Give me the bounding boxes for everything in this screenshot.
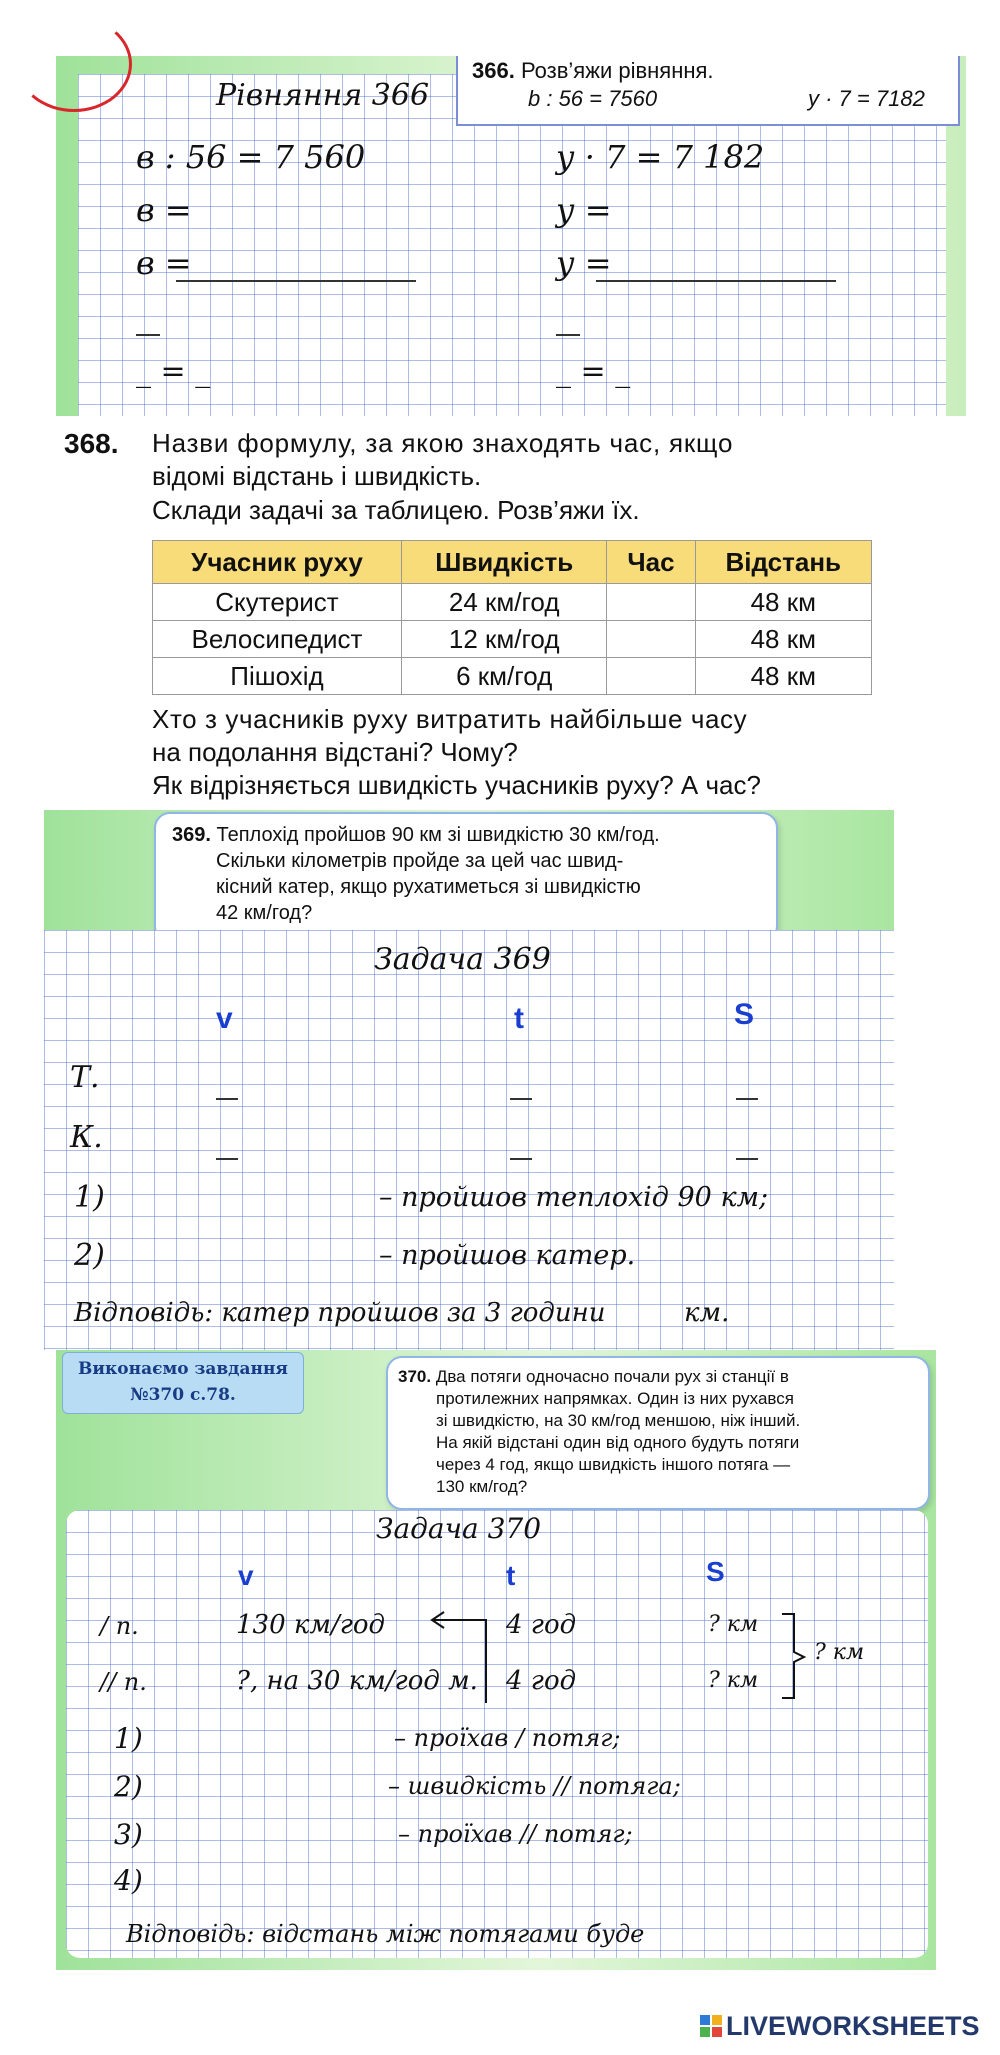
total-brace <box>780 1612 810 1702</box>
header-distance: Відстань <box>695 541 871 584</box>
row2-distance: ? км <box>708 1668 759 1693</box>
table-row <box>153 658 872 695</box>
logo-text: LIVEWORKSHEETS <box>726 2010 980 2041</box>
task-370-line6: 130 км/год? <box>436 1477 528 1496</box>
row2-label: // п. <box>100 1668 147 1696</box>
task-368-question1: Хто з учасників руху витратить найбільше часу <box>152 704 748 734</box>
row1-speed: 130 км/год <box>236 1610 386 1640</box>
step1-text: – пройшов теплохід 90 км; <box>379 1182 769 1213</box>
blank-t-s <box>736 1098 758 1100</box>
step2-text-370: – швидкість // потяга; <box>388 1772 681 1800</box>
task-369-card <box>154 812 778 942</box>
task-369-line2: Скільки кілометрів пройде за цей час швид- <box>216 850 624 872</box>
task-368-number: 368. <box>64 428 119 459</box>
left-answer-line <box>176 280 416 282</box>
badge-line1: Виконаємо завдання <box>78 1359 288 1379</box>
right-eq-line2: у = <box>556 191 612 229</box>
red-arc <box>16 16 132 112</box>
right-blank-1 <box>556 334 580 336</box>
step2-number: 2) <box>74 1238 105 1273</box>
liveworksheets-logo[interactable] <box>700 2010 980 2042</box>
cell-participant: Велосипедист <box>153 621 402 658</box>
answer-369: Відповідь: катер пройшов за 3 години <box>74 1298 606 1328</box>
task-369-line4: 42 км/год? <box>216 902 313 924</box>
header-time: Час <box>607 541 695 584</box>
blank-k-t <box>510 1158 532 1160</box>
logo-icon <box>700 2015 722 2037</box>
section-366 <box>56 56 966 416</box>
table-row <box>153 584 872 621</box>
task-369-line3: кісний катер, якщо рухатиметься зі швидкістю <box>216 876 641 898</box>
table-row <box>153 621 872 658</box>
task-366-title: Розв’яжи рівняння. <box>520 58 714 83</box>
section-368 <box>0 425 1000 800</box>
left-blank-1 <box>136 334 160 336</box>
cell-distance: 48 км <box>695 621 871 658</box>
row-k-label: К. <box>70 1120 103 1155</box>
total-distance: ? км <box>814 1640 865 1665</box>
task-368-line1: Назви формулу, за якою знаходять час, якщо <box>152 428 734 458</box>
badge-370 <box>62 1352 304 1414</box>
task-369-line1: Теплохід пройшов 90 км зі швидкістю 30 км/год. <box>216 824 660 846</box>
right-answer-line <box>596 280 836 282</box>
header-participant: Учасник руху <box>153 541 402 584</box>
motion-table <box>152 540 872 695</box>
heading-366: Рівняння 366 <box>216 78 430 113</box>
col-s-369: S <box>734 998 755 1031</box>
section-370 <box>56 1350 936 1970</box>
task-370-line2: протилежних напрямках. Один із них рухався <box>436 1389 794 1408</box>
task-370-line4: На якій відстані один від одного будуть потяги <box>436 1433 800 1452</box>
step3-number-370: 3) <box>114 1818 143 1851</box>
right-eq-line1: у · 7 = 7 182 <box>556 138 765 176</box>
blank-k-s <box>736 1158 758 1160</box>
task-369-number: 369. <box>172 824 211 846</box>
table-header-row <box>153 541 872 584</box>
task-368-question2: на подолання відстані? Чому? <box>152 737 518 767</box>
task-370-line3: зі швидкістю, на 30 км/год меншою, ніж інший. <box>436 1411 801 1430</box>
col-t-370: t <box>506 1560 516 1591</box>
step3-text-370: – проїхав // потяг; <box>398 1820 633 1848</box>
task-366-card <box>456 56 960 126</box>
row-t-label: Т. <box>70 1060 100 1095</box>
cell-speed: 24 км/год <box>401 584 606 621</box>
blank-t-t <box>510 1098 532 1100</box>
grid-369 <box>44 930 894 1350</box>
left-blank-eq: _ = _ <box>136 354 211 389</box>
right-blank-eq: _ = _ <box>556 354 631 389</box>
col-t-369: t <box>514 1002 524 1035</box>
task-370-line5: через 4 год, якщо швидкість іншого потяга — <box>436 1455 791 1474</box>
step4-number-370: 4) <box>114 1864 143 1897</box>
heading-369: Задача 369 <box>374 942 551 977</box>
row2-time: 4 год <box>506 1666 577 1696</box>
blank-t-v <box>216 1098 238 1100</box>
cell-time[interactable] <box>607 658 695 695</box>
cell-distance: 48 км <box>695 584 871 621</box>
task-366-eq1: b : 56 = 7560 <box>528 86 658 111</box>
cell-distance: 48 км <box>695 658 871 695</box>
answer-370: Відповідь: відстань між потягами буде <box>126 1920 645 1948</box>
step1-number-370: 1) <box>114 1722 143 1755</box>
blank-k-v <box>216 1158 238 1160</box>
row1-time: 4 год <box>506 1610 577 1640</box>
row1-distance: ? км <box>708 1612 759 1637</box>
answer-369-unit: км. <box>684 1298 730 1328</box>
left-eq-line2: в = <box>136 191 192 229</box>
badge-line2: №370 с.78. <box>130 1385 236 1405</box>
cell-speed: 6 км/год <box>401 658 606 695</box>
task-368-line3: Склади задачі за таблицею. Розв’яжи їх. <box>152 495 640 525</box>
cell-time[interactable] <box>607 584 695 621</box>
relation-arrow <box>426 1608 496 1708</box>
task-368-line2: відомі відстань і швидкість. <box>152 461 482 491</box>
task-366-number: 366. <box>472 58 515 83</box>
left-eq-line1: в : 56 = 7 560 <box>136 138 366 176</box>
left-eq-line3: в = <box>136 244 192 282</box>
task-370-card <box>386 1356 930 1510</box>
heading-370: Задача 370 <box>376 1512 542 1545</box>
task-370-number: 370. <box>398 1367 432 1386</box>
task-366-eq2: y · 7 = 7182 <box>808 86 925 111</box>
cell-participant: Пішохід <box>153 658 402 695</box>
cell-time[interactable] <box>607 621 695 658</box>
col-v-370: v <box>238 1560 254 1591</box>
right-eq-line3: у = <box>556 244 612 282</box>
header-speed: Швидкість <box>401 541 606 584</box>
step2-number-370: 2) <box>114 1770 143 1803</box>
step1-number: 1) <box>74 1180 105 1215</box>
cell-participant: Скутерист <box>153 584 402 621</box>
step2-text: – пройшов катер. <box>379 1240 636 1271</box>
cell-speed: 12 км/год <box>401 621 606 658</box>
task-370-line1: Два потяги одночасно почали рух зі станції в <box>435 1367 789 1386</box>
row2-speed: ?, на 30 км/год м. <box>236 1666 478 1696</box>
step1-text-370: – проїхав / потяг; <box>394 1724 621 1752</box>
section-369 <box>44 810 894 1350</box>
task-368-question3: Як відрізняється швидкість учасників руху? А час? <box>152 770 761 800</box>
col-s-370: S <box>706 1556 725 1587</box>
row1-label: / п. <box>100 1612 139 1640</box>
col-v-369: v <box>216 1002 233 1035</box>
